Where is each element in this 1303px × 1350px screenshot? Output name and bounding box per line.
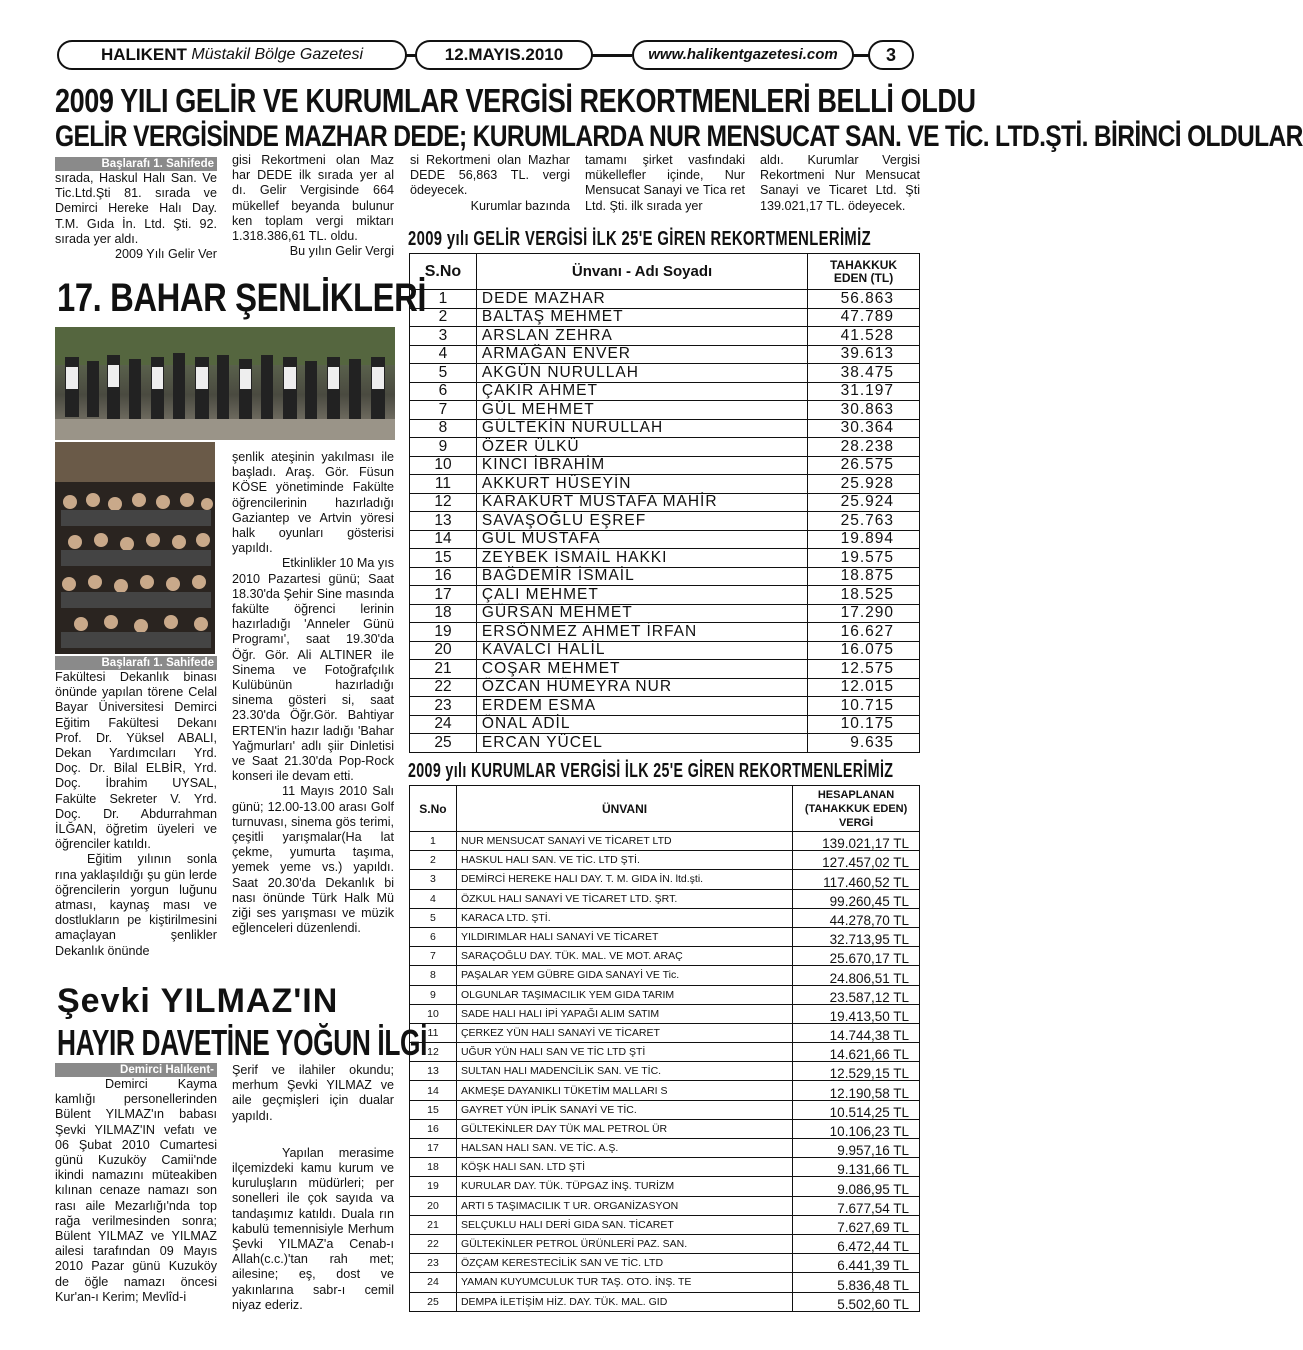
table-row: [410, 475, 920, 494]
website-link[interactable]: www.halikentgazetesi.com: [648, 46, 838, 63]
tax-article-col2: [232, 153, 394, 259]
table-row: [410, 1254, 920, 1273]
cell-rank: 2: [410, 851, 457, 870]
table-row: [410, 851, 920, 870]
sevki-col1: [55, 1063, 217, 1305]
cell-amount: 19.575: [808, 549, 920, 568]
cell-name: KÖŞK HALI SAN. LTD ŞTİ: [456, 1158, 792, 1177]
cell-name: ARMAĞAN ENVER: [476, 345, 807, 364]
cell-amount: 25.763: [808, 512, 920, 531]
cell-rank: 6: [410, 382, 477, 401]
cell-rank: 7: [410, 947, 457, 966]
cell-rank: 11: [410, 475, 477, 494]
table-row: [410, 1062, 920, 1081]
cell-name: GÜLTEKİNLER DAY TÜK MAL PETROL ÜR: [456, 1119, 792, 1138]
cell-rank: 16: [410, 1119, 457, 1138]
cell-name: BALTAŞ MEHMET: [476, 308, 807, 327]
cell-name: ARTI 5 TAŞIMACILIK T UR. ORGANİZASYON: [456, 1196, 792, 1215]
table-row: [410, 966, 920, 985]
table-row: [410, 308, 920, 327]
cell-name: SADE HALI HALI İPİ YAPAĞI ALIM SATIM: [456, 1004, 792, 1023]
cell-rank: 15: [410, 549, 477, 568]
cell-name: YILDIRIMLAR HALI SANAYİ VE TİCARET: [456, 927, 792, 946]
cell-rank: 15: [410, 1100, 457, 1119]
cell-rank: 10: [410, 1004, 457, 1023]
table-row: [410, 1043, 920, 1062]
cell-rank: 8: [410, 419, 477, 438]
table-row: [410, 1139, 920, 1158]
gelir-table-title: 2009 yılı GELİR VERGİSİ İLK 25'E GİREN REKORTMENLERİMİZ: [408, 228, 872, 250]
table-row: [410, 908, 920, 927]
cell-name: ÖZER ÜLKÜ: [476, 438, 807, 457]
cell-name: GÜL MEHMET: [476, 401, 807, 420]
paragraph: Yapılan merasime ilçemizdeki kamu kurum ve kuruluşların müdürleri; per sonelleri ile çok sayıda va tandaşımız katıldı. Duala rın kabulü temennisiyle Merhum Şevki YILMAZ'a Cenab-ı Allah(c.c.)'tan rah met; ailesine; eş, dost ve yakınlarına sabr-ı cemil niyaz ederiz.: [232, 1145, 394, 1312]
paragraph: sırada, Haskul Halı San. Ve Tic.Ltd.Şti 81. sırada ve Demirci Hereke Halı Day. T.M. Gıda İn. Ltd. Şti. 92. sırada yer aldı.: [55, 171, 217, 246]
continued-label: Demirci Halıkent-: [55, 1063, 217, 1077]
cell-amount: 6.472,44 TL: [793, 1234, 920, 1253]
table-row: [410, 1023, 920, 1042]
cell-amount: 28.238: [808, 438, 920, 457]
paragraph: Şerif ve ilahiler okundu; merhum Şevki YILMAZ ve aile geçmişleri için dualar yapıldı.: [232, 1063, 394, 1123]
table-row: [410, 1196, 920, 1215]
cell-rank: 22: [410, 1234, 457, 1253]
paragraph: si Rekortmeni olan Mazhar DEDE 56,863 TL. vergi ödeyecek.: [410, 153, 570, 198]
continued-label: Başlarafı 1. Sahifede: [55, 157, 217, 171]
cell-amount: 25.928: [808, 475, 920, 494]
cell-amount: 117.460,52 TL: [793, 870, 920, 889]
cell-amount: 7.627,69 TL: [793, 1215, 920, 1234]
paper-name-pill: [57, 40, 407, 70]
paragraph: tamamı şirket vasfındaki mükellefler içinde, Nur Mensucat Sanayi ve Tica ret Ltd. Şti. ilk sırada yer: [585, 153, 745, 213]
cell-rank: 1: [410, 290, 477, 309]
cell-rank: 24: [410, 1273, 457, 1292]
cell-rank: 4: [410, 345, 477, 364]
table-row: [410, 382, 920, 401]
table-row: [410, 1292, 920, 1311]
table-row: [410, 290, 920, 309]
cell-amount: 16.627: [808, 623, 920, 642]
date-pill: [415, 40, 593, 70]
cell-name: ÇERKEZ YÜN HALI SANAYİ VE TİCARET: [456, 1023, 792, 1042]
table-row: [410, 1004, 920, 1023]
table-row: [410, 1177, 920, 1196]
kurumlar-table: [409, 785, 920, 1312]
cell-amount: 5.836,48 TL: [793, 1273, 920, 1292]
tax-article-col4: [585, 153, 745, 214]
cell-amount: 10.514,25 TL: [793, 1100, 920, 1119]
table-row: [410, 456, 920, 475]
cell-amount: 31.197: [808, 382, 920, 401]
table-row: [410, 438, 920, 457]
cell-name: GÜL MUSTAFA: [476, 530, 807, 549]
cell-amount: 30.364: [808, 419, 920, 438]
table-row: [410, 927, 920, 946]
cell-rank: 8: [410, 966, 457, 985]
cell-name: KAVALCI HALİL: [476, 641, 807, 660]
table-row: [410, 715, 920, 734]
cell-amount: 9.635: [808, 734, 920, 753]
cell-name: DEMİRCİ HEREKE HALI DAY. T. M. GIDA İN. ltd.şti.: [456, 870, 792, 889]
table-row: [410, 1234, 920, 1253]
cell-name: ÇALI MEHMET: [476, 586, 807, 605]
cell-rank: 21: [410, 660, 477, 679]
cell-name: ÇAKIR AHMET: [476, 382, 807, 401]
paragraph: aldı. Kurumlar Vergisi Rekortmeni Nur Mensucat Sanayi ve Ticaret Ltd. Şti 139.021,17 TL. ödeyecek.: [760, 153, 920, 213]
cell-amount: 56.863: [808, 290, 920, 309]
cell-rank: 17: [410, 1139, 457, 1158]
table-row: [410, 549, 920, 568]
kurumlar-table-title: 2009 yılı KURUMLAR VERGİSİ İLK 25'E GİREN REKORTMENLERİMİZ: [408, 760, 894, 782]
cell-name: HALSAN HALI SAN. VE TİC. A.Ş.: [456, 1139, 792, 1158]
sevki-col2: [232, 1063, 394, 1313]
table-header-row: [410, 786, 920, 832]
table-row: [410, 586, 920, 605]
cell-rank: 14: [410, 530, 477, 549]
cell-name: GAYRET YÜN İPLİK SANAYİ VE TİC.: [456, 1100, 792, 1119]
sevki-subtitle: HAYIR DAVETİNE YOĞUN İLGİ: [57, 1022, 428, 1063]
cell-rank: 18: [410, 604, 477, 623]
cell-name: KURULAR DAY. TÜK. TÜPGAZ İNŞ. TURİZM: [456, 1177, 792, 1196]
cell-amount: 7.677,54 TL: [793, 1196, 920, 1215]
cell-name: ARSLAN ZEHRA: [476, 327, 807, 346]
cell-name: YAMAN KUYUMCULUK TUR TAŞ. OTO. İNŞ. TE: [456, 1273, 792, 1292]
table-row: [410, 530, 920, 549]
cell-name: COŞAR MEHMET: [476, 660, 807, 679]
cell-rank: 9: [410, 985, 457, 1004]
cell-amount: 12.529,15 TL: [793, 1062, 920, 1081]
cell-name: SARAÇOĞLU DAY. TÜK. MAL. VE MOT. ARAÇ: [456, 947, 792, 966]
cell-name: AKKURT HÜSEYİN: [476, 475, 807, 494]
table-row: [410, 889, 920, 908]
cell-amount: 47.789: [808, 308, 920, 327]
cell-name: DEDE MAZHAR: [476, 290, 807, 309]
paper-tagline: Müstakil Bölge Gazetesi: [191, 46, 364, 63]
page-number-pill: [868, 40, 914, 70]
cell-rank: 12: [410, 493, 477, 512]
table-row: [410, 985, 920, 1004]
cell-rank: 5: [410, 908, 457, 927]
cell-amount: 16.075: [808, 641, 920, 660]
table-row: [410, 1100, 920, 1119]
page-number: 3: [885, 44, 896, 65]
main-subheadline: GELİR VERGİSİNDE MAZHAR DEDE; KURUMLARDA NUR MENSUCAT SAN. VE TİC. LTD.ŞTİ. BİRİNCİ OLDULAR: [55, 120, 1303, 153]
cell-rank: 13: [410, 1062, 457, 1081]
paragraph: Kurumlar bazında: [470, 198, 570, 213]
cell-rank: 14: [410, 1081, 457, 1100]
tax-article-col1: [55, 157, 217, 262]
cell-name: ERCAN YÜCEL: [476, 734, 807, 753]
table-row: [410, 1081, 920, 1100]
paragraph: Fakültesi Dekanlık binası önünde yapılan törene Celal Bayar Üniversitesi Demirci Eğitim Fakültesi Dekanı Prof. Dr. Yüksel ABALI, Dekan Yardımcıları Yrd. Doç. Dr. Bilal ELBİR, Yrd. Doç. İbrahim UYSAL, Fakülte Sekreter V. Yrd. Doç. Dr. Abdurrahman İLĞAN, öğretim üyeleri ve öğrenciler katıldı.: [55, 670, 217, 852]
cell-name: GÜLTEKİN NURULLAH: [476, 419, 807, 438]
table-row: [410, 641, 920, 660]
cell-name: AKGÜN NURULLAH: [476, 364, 807, 383]
website-pill[interactable]: [632, 40, 854, 70]
issue-date: 12.MAYIS.2010: [444, 45, 564, 64]
table-row: [410, 1215, 920, 1234]
cell-rank: 10: [410, 456, 477, 475]
cell-amount: 10.175: [808, 715, 920, 734]
gelir-table: [409, 253, 920, 753]
cell-amount: 10.106,23 TL: [793, 1119, 920, 1138]
cell-amount: 12.575: [808, 660, 920, 679]
cell-name: KARACA LTD. ŞTİ.: [456, 908, 792, 927]
cell-name: OLGUNLAR TAŞIMACILIK YEM GIDA TARIM: [456, 985, 792, 1004]
table-row: [410, 623, 920, 642]
table-row: [410, 327, 920, 346]
cell-rank: 19: [410, 623, 477, 642]
cell-name: BAĞDEMİR İSMAİL: [476, 567, 807, 586]
cell-name: GÜLTEKİNLER PETROL ÜRÜNLERİ PAZ. SAN.: [456, 1234, 792, 1253]
table-header-row: [410, 254, 920, 290]
cell-name: SULTAN HALI MADENCİLİK SAN. VE TİC.: [456, 1062, 792, 1081]
cell-amount: 10.715: [808, 697, 920, 716]
sevki-title: Şevki YILMAZ'IN: [57, 982, 339, 1020]
cell-rank: 23: [410, 1254, 457, 1273]
cell-name: KARAKURT MUSTAFA MAHİR: [476, 493, 807, 512]
cell-rank: 9: [410, 438, 477, 457]
cell-amount: 23.587,12 TL: [793, 985, 920, 1004]
table-row: [410, 734, 920, 753]
cell-amount: 39.613: [808, 345, 920, 364]
cell-amount: 127.457,02 TL: [793, 851, 920, 870]
cell-rank: 3: [410, 327, 477, 346]
table-row: [410, 1158, 920, 1177]
cell-rank: 1: [410, 832, 457, 851]
cell-amount: 25.924: [808, 493, 920, 512]
cell-name: NUR MENSUCAT SANAYİ VE TİCARET LTD: [456, 832, 792, 851]
cell-rank: 11: [410, 1023, 457, 1042]
table-row: [410, 1273, 920, 1292]
table-row: [410, 1119, 920, 1138]
cell-rank: 13: [410, 512, 477, 531]
cell-name: ERSÖNMEZ AHMET İRFAN: [476, 623, 807, 642]
cell-rank: 16: [410, 567, 477, 586]
cell-amount: 26.575: [808, 456, 920, 475]
cell-rank: 20: [410, 641, 477, 660]
cell-amount: 24.806,51 TL: [793, 966, 920, 985]
bahar-title: 17. BAHAR ŞENLİKLERİ: [57, 276, 427, 320]
col-header-amount: HESAPLANAN (TAHAKKUK EDEN) VERGİ: [793, 786, 920, 832]
cell-amount: 9.131,66 TL: [793, 1158, 920, 1177]
cell-amount: 38.475: [808, 364, 920, 383]
col-header-sno: S.No: [410, 254, 477, 290]
table-row: [410, 493, 920, 512]
cell-rank: 17: [410, 586, 477, 605]
cell-name: AKMEŞE DAYANIKLI TÜKETİM MALLARI S: [456, 1081, 792, 1100]
cell-name: ÖZCAN HÜMEYRA NUR: [476, 678, 807, 697]
cell-name: DEMPA İLETİŞİM HİZ. DAY. TÜK. MAL. GID: [456, 1292, 792, 1311]
cell-amount: 19.894: [808, 530, 920, 549]
paragraph: Demirci Kayma kamlığı personellerinden Bülent YILMAZ'ın babası Şevki YILMAZ'IN vefatı ve 06 Şubat 2010 Cumartesi günü Kuzuköy Camii'nde ikindi namazını müteakiben kılınan cenaze namazı son rası aile Mezarlığı'nda top rağa verilmesinden sonra; Bülent YILMAZ ve YILMAZ ailesi tarafından 09 Mayıs 2010 Pazar günü Kuzuköy de öğle namazı öncesi Kur'an-ı Kerim; Mevlîd-i: [55, 1077, 217, 1304]
table-row: [410, 567, 920, 586]
cell-name: KINCI İBRAHİM: [476, 456, 807, 475]
paragraph: Etkinlikler 10 Ma yıs 2010 Pazartesi günü; Saat 18.30'da Şehir Sine masında fakülte öğrenci lerinin hazırladığı 'Anneler Günü Programı', saat 19.30'da Öğr. Gör. Ali ALTINER ile Sinema ve Fotoğrafçılık Kulübünün hazırladığı sinema gösteri si, saat 23.30'da Öğr.Gör. Bahtiyar ERTEN'in hazır ladığı 'Bahar Yağmurları' adlı şiir Dinletisi ve Saat 21.30'da Pop-Rock konseri ile devam etti.: [232, 556, 394, 784]
cell-name: SELÇUKLU HALI DERİ GIDA SAN. TİCARET: [456, 1215, 792, 1234]
paper-name: HALIKENT: [100, 45, 187, 64]
cell-rank: 7: [410, 401, 477, 420]
table-row: [410, 401, 920, 420]
cell-rank: 24: [410, 715, 477, 734]
tax-article-col3: [410, 153, 570, 214]
cell-amount: 19.413,50 TL: [793, 1004, 920, 1023]
main-headline: 2009 YILI GELİR VE KURUMLAR VERGİSİ REKORTMENLERİ BELLİ OLDU: [55, 82, 976, 119]
cell-name: GÜRSAN MEHMET: [476, 604, 807, 623]
cell-amount: 6.441,39 TL: [793, 1254, 920, 1273]
cell-name: SAVAŞOĞLU EŞREF: [476, 512, 807, 531]
cell-amount: 18.525: [808, 586, 920, 605]
paragraph: şenlik ateşinin yakılması ile başladı. Araş. Gör. Füsun KÖSE yönetiminde Fakülte öğrencilerinin hazırladığı Gaziantep ve Artvin yöresi halk oyunları gösterisi yapıldı.: [232, 450, 394, 556]
col-header-sno: S.No: [410, 786, 457, 832]
cell-amount: 41.528: [808, 327, 920, 346]
paragraph: gisi Rekortmeni olan Maz har DEDE ilk sırada yer al dı. Gelir Vergisinde 664 mükellef beyanda bulunur ken toplam vergi miktarı 1.318.386,61 TL. oldu.: [232, 153, 394, 244]
table-row: [410, 364, 920, 383]
bahar-col2: [232, 450, 394, 937]
cell-name: HASKUL HALI SAN. VE TİC. LTD ŞTİ.: [456, 851, 792, 870]
cell-amount: 12.190,58 TL: [793, 1081, 920, 1100]
header-rule-mid: [592, 54, 632, 57]
table-row: [410, 678, 920, 697]
paragraph: 2009 Yılı Gelir Ver: [115, 247, 217, 262]
cell-amount: 44.278,70 TL: [793, 908, 920, 927]
table-row: [410, 660, 920, 679]
cell-amount: 12.015: [808, 678, 920, 697]
cell-amount: 5.502,60 TL: [793, 1292, 920, 1311]
cell-rank: 2: [410, 308, 477, 327]
cell-amount: 18.875: [808, 567, 920, 586]
cell-rank: 23: [410, 697, 477, 716]
cell-name: UĞUR YÜN HALI SAN VE TİC LTD ŞTİ: [456, 1043, 792, 1062]
cell-amount: 9.086,95 TL: [793, 1177, 920, 1196]
cell-rank: 25: [410, 1292, 457, 1311]
cell-name: ÖZÇAM KERESTECİLİK SAN VE TİC. LTD: [456, 1254, 792, 1273]
cell-rank: 5: [410, 364, 477, 383]
cell-amount: 32.713,95 TL: [793, 927, 920, 946]
paragraph: Eğitim yılının sonla rına yaklaşıldığı şu gün lerde öğrencilerin yorgun luğunu atması, kaynaş ması ve dostlukların pe kiştirilmesini amaçlayan şenlikler Dekanlık önünde: [55, 852, 217, 958]
table-row: [410, 697, 920, 716]
cell-amount: 9.957,16 TL: [793, 1139, 920, 1158]
col-header-name: Ünvanı - Adı Soyadı: [476, 254, 807, 290]
cell-rank: 4: [410, 889, 457, 908]
col-header-amount: TAHAKKUK EDEN (TL): [808, 254, 920, 290]
cell-name: ÖNAL ADİL: [476, 715, 807, 734]
crowd-photo: [55, 442, 215, 654]
cell-rank: 25: [410, 734, 477, 753]
col-header-name: ÜNVANI: [456, 786, 792, 832]
table-row: [410, 947, 920, 966]
paragraph: 11 Mayıs 2010 Salı günü; 12.00-13.00 arası Golf turnuvası, sinema gös terimi, çeşitli yarışmalar(Ha lat çekme, yumurta taşıma, yemek yeme vs.) yapıldı. Saat 20.30'da Dekanlık bi nası önünde Türk Halk Mü ziği ses yarışması ve müzik eğlenceleri düzenlendi.: [232, 784, 394, 936]
table-row: [410, 419, 920, 438]
cell-name: ERDEM ESMA: [476, 697, 807, 716]
cell-rank: 21: [410, 1215, 457, 1234]
cell-rank: 6: [410, 927, 457, 946]
cell-name: ÖZKUL HALI SANAYİ VE TİCARET LTD. ŞRT.: [456, 889, 792, 908]
cell-amount: 25.670,17 TL: [793, 947, 920, 966]
table-row: [410, 604, 920, 623]
cell-amount: 14.621,66 TL: [793, 1043, 920, 1062]
cell-rank: 3: [410, 870, 457, 889]
cell-amount: 17.290: [808, 604, 920, 623]
table-row: [410, 345, 920, 364]
paragraph: Bu yılın Gelir Vergi: [289, 244, 394, 259]
continued-label: Başlarafı 1. Sahifede: [55, 656, 217, 670]
cell-name: PAŞALAR YEM GÜBRE GIDA SANAYİ VE Tic.: [456, 966, 792, 985]
table-row: [410, 870, 920, 889]
table-row: [410, 512, 920, 531]
cell-name: ZEYBEK İSMAİL HAKKI: [476, 549, 807, 568]
table-row: [410, 832, 920, 851]
cell-amount: 99.260,45 TL: [793, 889, 920, 908]
cell-rank: 12: [410, 1043, 457, 1062]
tax-article-col5: [760, 153, 920, 214]
cell-amount: 30.863: [808, 401, 920, 420]
cell-rank: 19: [410, 1177, 457, 1196]
cell-rank: 20: [410, 1196, 457, 1215]
bahar-col1: [55, 656, 217, 959]
cell-amount: 139.021,17 TL: [793, 832, 920, 851]
cell-amount: 14.744,38 TL: [793, 1023, 920, 1042]
cell-rank: 22: [410, 678, 477, 697]
dance-photo: [55, 327, 395, 440]
cell-rank: 18: [410, 1158, 457, 1177]
